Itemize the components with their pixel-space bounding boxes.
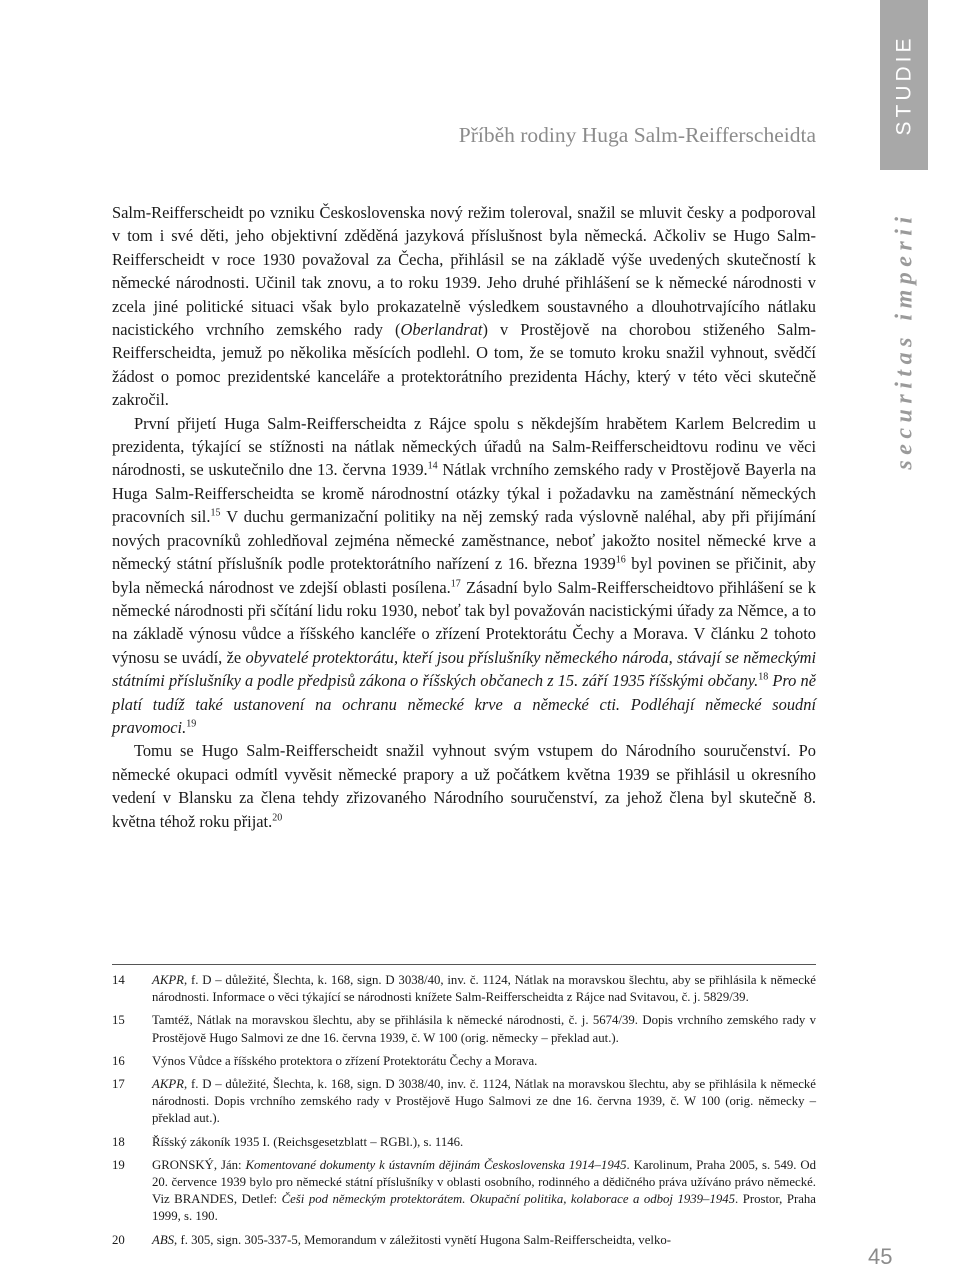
footnote-divider (112, 964, 816, 965)
footnote (112, 972, 816, 1006)
main-text (112, 201, 816, 833)
paragraph (112, 412, 816, 740)
text-run: Zásadní bylo Salm-Reifferscheidtovo přihlášení se k německé národnosti při sčítání lidu roku 1930, neboť tak byl považován nacistickými úřady za Němce, a to na základě výnosu vůdce a říšského kancléře o zřízení Protektorátu Čechy a Morava. V článku 2 tohoto výnosu se uvádí, že (112, 577, 816, 667)
footnote-ref: 20 (272, 812, 283, 824)
italic-text: obyvatelé protektorátu, kteří jsou příslušníky německého národa, stávají se německými státními příslušníky a podle předpisů zákona o říšských občanech z 15. září 1935 říšskými občany. (112, 647, 817, 691)
running-header: Příběh rodiny Huga Salm-Reifferscheidta (458, 123, 816, 147)
text-run: V duchu germanizační politiky na něj zemský rada výslovně naléhal, aby při přijímání nových pracovníků zohledňoval zejména německé zaměstnance, neboť jakožto nositel německé krve a německý státní příslušník podle protektorátního nařízení z 16. března 1939 (112, 507, 816, 574)
italic-text: Pro ně platí tudíž také ustanovení na ochranu německé krve a německé cti. Podléhají německé soudní pravomoci. (112, 671, 816, 737)
text-run: Nátlak vrchního zemského rady v Prostějově Bayerla na Huga Salm-Reifferscheidta se kromě národnostní otázky týkal i požadavku na zaměstnání německých pracovních sil. (112, 460, 816, 527)
text-run: Salm-Reifferscheidt po vzniku Československa nový režim toleroval, snažil se mluvit česky a podporoval v tom i své děti, jeho objektivní zděděná jazyková příslušnost byla německá. Ačkoliv se Hugo Salm-Reifferscheidt v roce 1930 považoval za Čecha, přihlásil se na základě výše uvedených skutečností k německé národnosti. Učinil tak znovu, a to roku 1939. Jeho druhé přihlášení se k německé národnosti v zcela jiné politické situaci však bylo prokazatelně výsledkem soustavného a dlouhotrvajícího nátlaku nacistického vrchního zemského rady ( (112, 203, 816, 340)
journal-side-title (888, 200, 922, 480)
text-run: . Karolinum, Praha 2005, s. 549. Od 20. července 1939 bylo pro německé státní příslušníky v oblasti osobního, rodinného a dědičného práva užíváno právo německé. Viz BRANDES, Detlef: (152, 1157, 817, 1207)
footnote-number: 14 (112, 973, 125, 987)
text-run: GRONSKÝ, Ján: (152, 1157, 246, 1172)
footnote-ref: 18 (758, 671, 769, 683)
italic-text: Češi pod německým protektorátem. Okupační politika, kolaborace a odboj 1939–1945 (281, 1192, 736, 1207)
footnote-text (152, 1157, 816, 1226)
footnote-number: 17 (112, 1077, 125, 1092)
footnote-text (152, 1076, 816, 1128)
text-run: Tamtéž, Nátlak na moravskou šlechtu, aby se přihlásila k německé národnosti, č. j. 5674/39. Dopis vrchního zemského rady v Prostějově Hugo Salmovi ze dne 16. června 1939, č. W 100 (orig. německy – překlad aut.). (152, 1013, 816, 1045)
footnote-number: 16 (112, 1053, 125, 1068)
text-run: , f. D – důležité, Šlechta, k. 168, sign. D 3038/40, inv. č. 1124, Nátlak na moravskou šlechtu, aby se přihlásila k německé národnosti. Informace o věci týkající se národnosti knížete Salm-Reifferscheidta z Rájce nad Svitavou, č. j. 5829/39. (152, 973, 816, 1005)
paragraph (112, 739, 816, 833)
journal-side-title-text: securitas imperii (891, 210, 918, 470)
text-run: První přijetí Huga Salm-Reifferscheidta z Rájce spolu s někdejším hrabětem Karlem Belcredim u prezidenta, týkající se stížnosti na nátlak německých úřadů na Salm-Reifferscheidtovu rodinu ve věci národnosti, se uskutečnilo dne 13. června 1939. (112, 413, 816, 480)
italic-text: ABS (152, 1232, 175, 1247)
footnote-text (152, 972, 816, 1006)
italic-text: AKPR (152, 973, 184, 987)
text-run: ) v Prostějově na chorobou stiženého Salm-Reifferscheidta, jemuž po několika měsících podlehl. O tom, že se tomuto kroku snažil vyhnout, svědčí žádost o pomoc prezidentské kanceláře a protektorátního prezidenta Háchy, který v této věci skutečně zakročil. (112, 320, 816, 410)
footnote-text (152, 1012, 816, 1046)
text-run: , f. 305, sign. 305-337-5, Memorandum v záležitosti vynětí Hugona Salm-Reifferscheidta, velko- (174, 1232, 672, 1247)
text-run: , f. D – důležité, Šlechta, k. 168, sign. D 3038/40, inv. č. 1124, Nátlak na moravskou šlechtu, aby se přihlásila k německé národnosti. Dopis vrchního zemského rady v Prostějově Hugo Salmovi ze dne 16. června 1939, č. W 100 (orig. německy – překlad aut.). (152, 1077, 816, 1126)
section-tab-label: STUDIE (892, 34, 916, 136)
text-run: Říšský zákoník 1935 I. (Reichsgesetzblatt – RGBl.), s. 1146. (152, 1134, 464, 1149)
footnote-ref: 17 (450, 578, 461, 590)
italic-text: Oberlandrat (400, 320, 483, 340)
italic-text: Komentované dokumenty k ústavním dějinám Československa 1914–1945 (245, 1157, 627, 1172)
text-run: Výnos Vůdce a říšského protektora o zřízení Protektorátu Čechy a Morava. (152, 1053, 538, 1068)
footnote (112, 1053, 816, 1070)
footnote (112, 1076, 816, 1128)
footnote-ref: 19 (186, 718, 197, 730)
text-run: byl povinen se přičinit, aby byla německá národnost ve zdejší oblasti posílena. (112, 554, 817, 597)
text-run: Tomu se Hugo Salm-Reifferscheidt snažil vyhnout svým vstupem do Národního souručenství. Po německé okupaci odmítl vyvěsit německé prapory a už počátkem května 1939 se přihlásil u okresního vedení v Blansku za člena tehdy zřizovaného Národního souručenství, za jehož člena byl skutečně 8. května téhož roku přijat. (112, 741, 816, 831)
page-number: 45 (868, 1244, 893, 1269)
footnote (112, 1134, 816, 1151)
footnote-text (152, 1134, 816, 1151)
footnotes (112, 972, 816, 1255)
section-tab (880, 0, 928, 170)
footnote-number: 18 (112, 1134, 125, 1149)
footnote (112, 1157, 816, 1226)
footnote-text (152, 1053, 816, 1070)
footnote-number: 19 (112, 1157, 125, 1172)
footnote-ref: 16 (615, 554, 626, 566)
footnote-ref: 15 (210, 507, 221, 519)
footnote-number: 20 (112, 1232, 125, 1247)
footnote-number: 15 (112, 1013, 125, 1028)
footnote (112, 1232, 816, 1249)
paragraph (112, 201, 816, 412)
footnote-ref: 14 (427, 461, 438, 472)
footnote (112, 1012, 816, 1046)
text-run: . Prostor, Praha 1999, s. 190. (152, 1192, 816, 1224)
footnote-text (152, 1232, 816, 1249)
italic-text: AKPR (152, 1077, 184, 1092)
